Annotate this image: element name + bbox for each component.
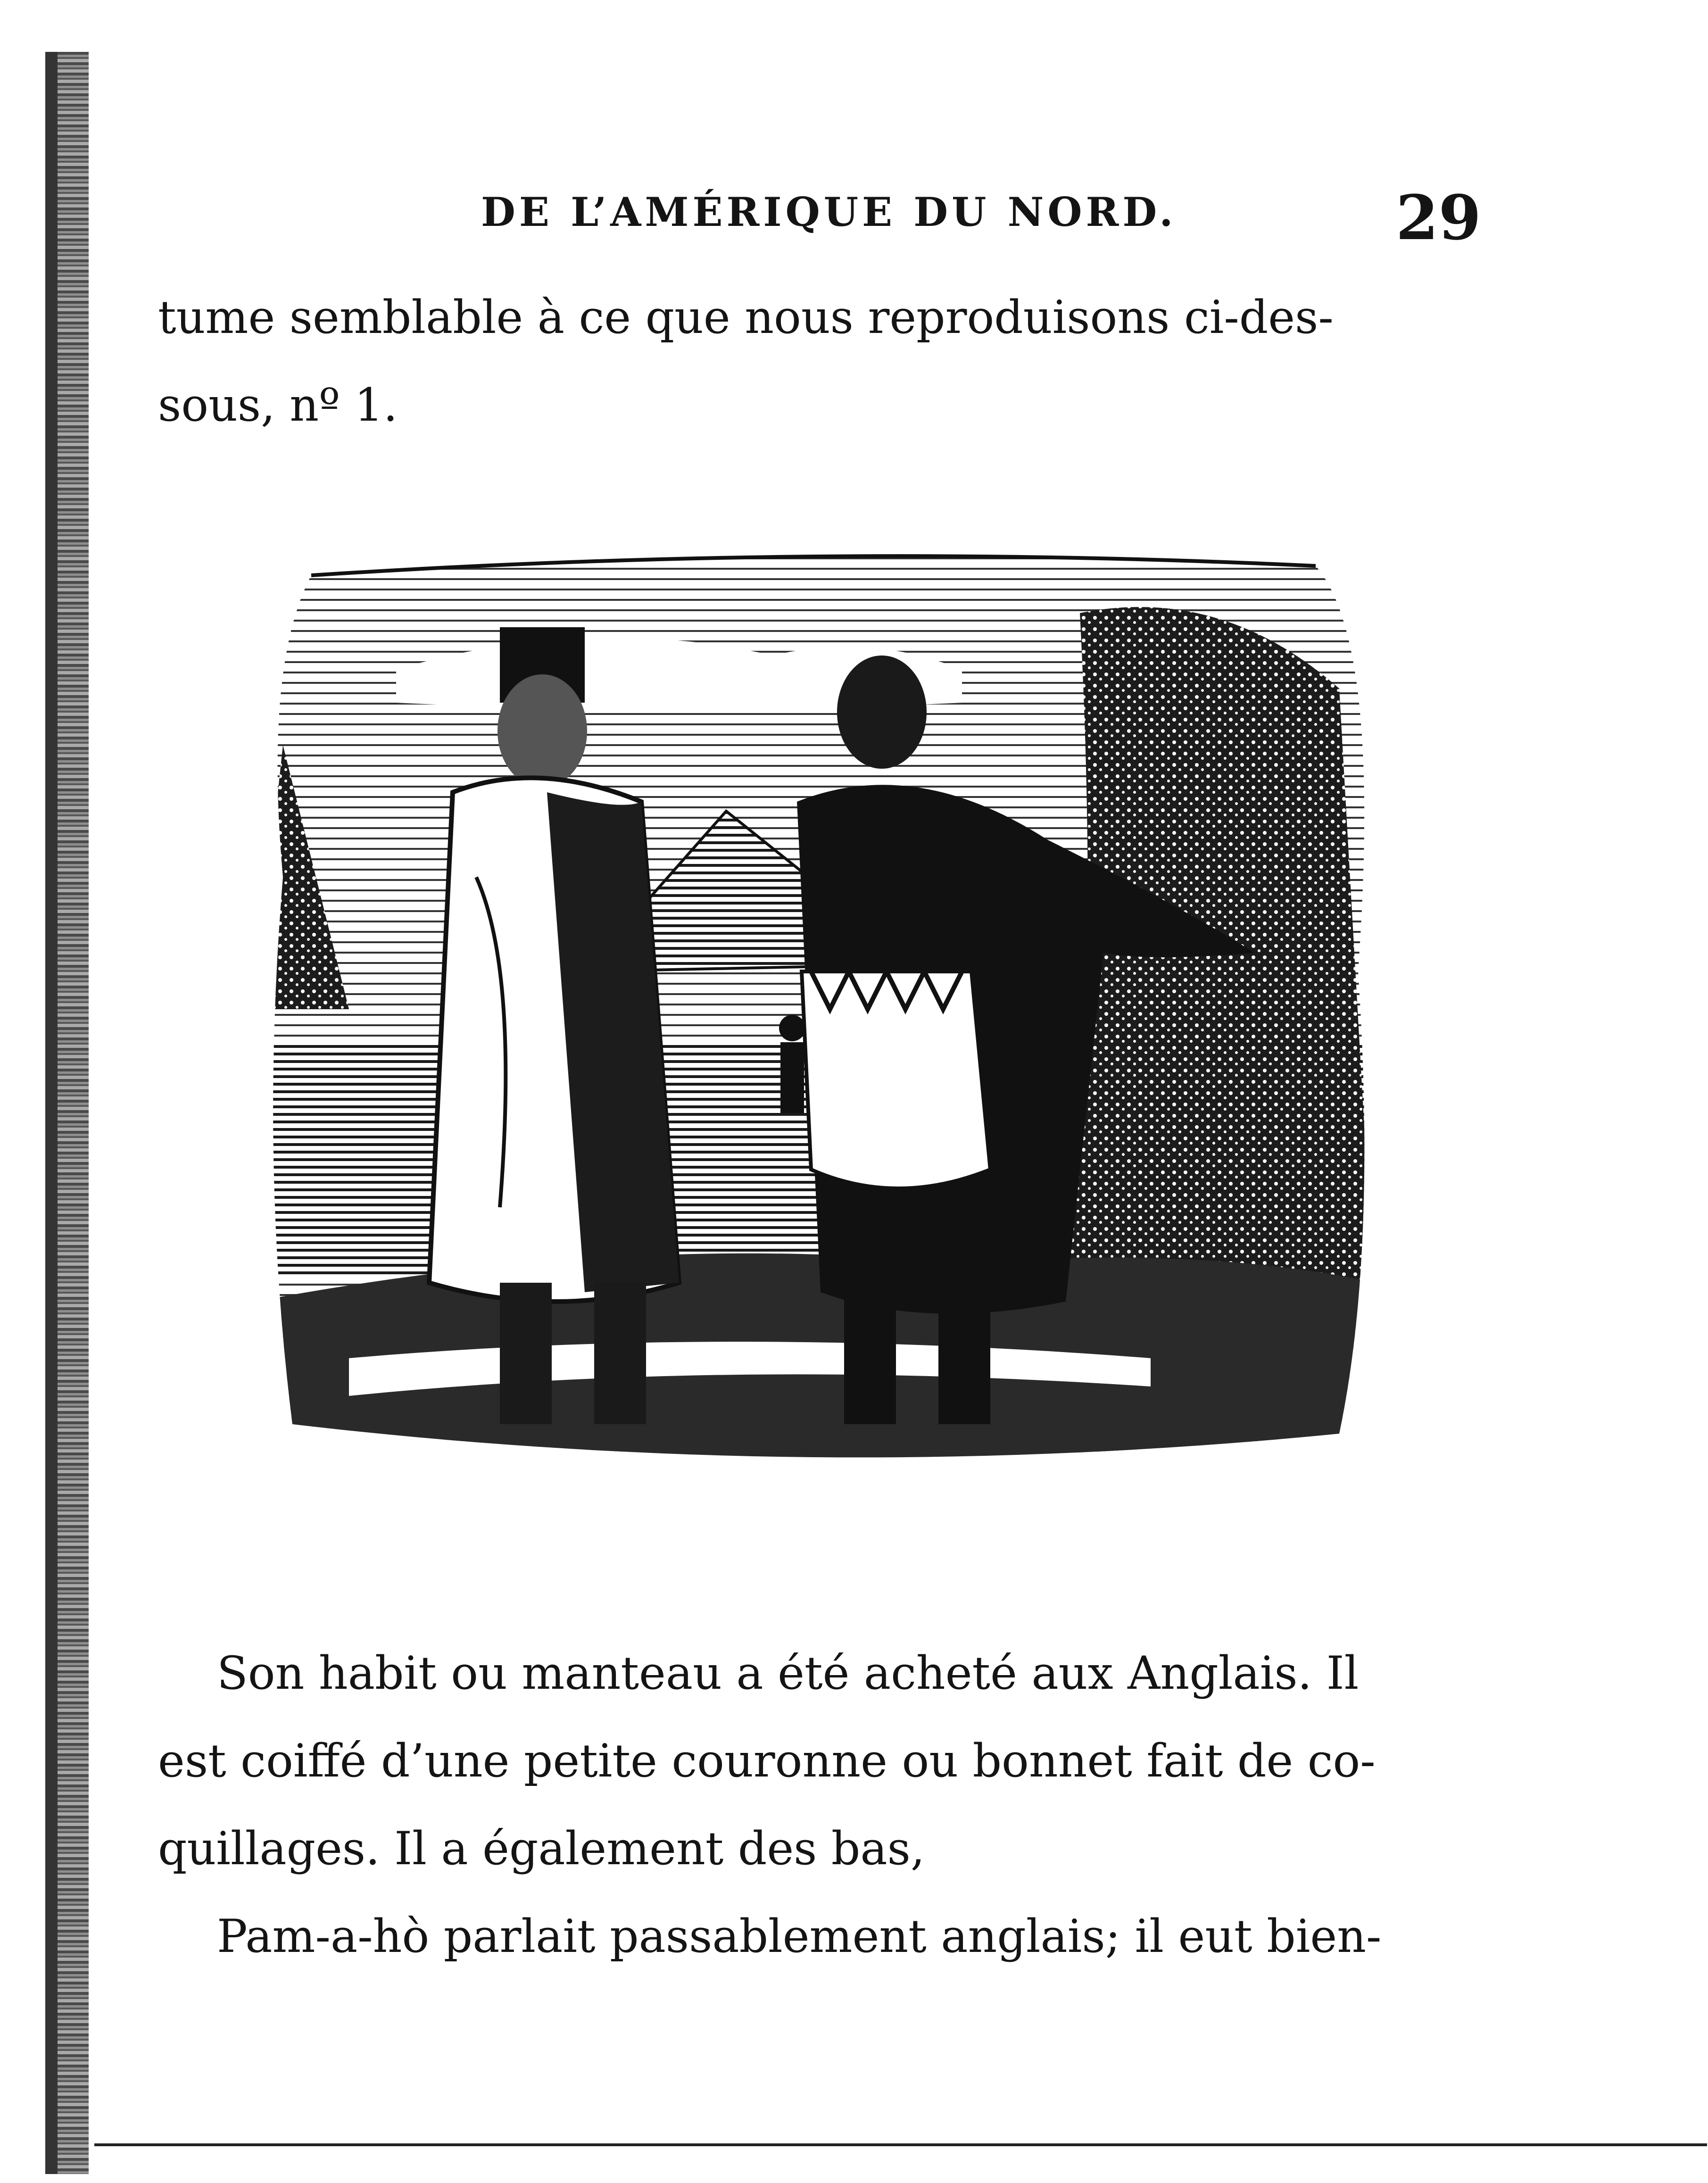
scan-binding-edge xyxy=(45,52,89,2174)
page-number: 29 xyxy=(1396,182,1481,254)
engraving-two-native-figures-icon xyxy=(255,547,1377,1486)
engraving-scene xyxy=(255,547,1377,1486)
bottom-rule xyxy=(94,2143,1707,2146)
text-line: sous, nº 1. xyxy=(158,379,398,432)
running-title: DE L’AMÉRIQUE DU NORD. xyxy=(481,189,1177,235)
text-line: Pam-a-hò parlait passablement anglais; il eut bien- xyxy=(217,1910,1382,1963)
text-line: tume semblable à ce que nous reproduisons ci-des- xyxy=(158,291,1334,344)
bottom-text-block xyxy=(158,1629,1450,1980)
top-text-block xyxy=(158,274,1450,449)
text-line: quillages. Il a également des bas, xyxy=(158,1822,925,1875)
text-line: est coiffé d’une petite couronne ou bonnet fait de co- xyxy=(158,1735,1376,1787)
text-line: Son habit ou manteau a été acheté aux Anglais. Il xyxy=(217,1647,1359,1700)
